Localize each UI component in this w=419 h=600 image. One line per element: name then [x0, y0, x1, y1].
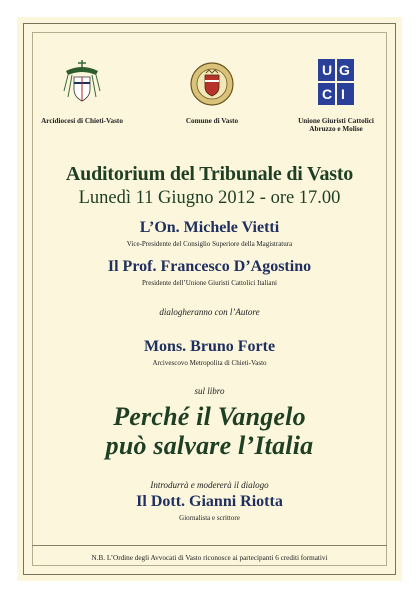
speaker-2-name: Il Prof. Francesco D’Agostino — [107, 258, 312, 275]
speaker-1-role: Vice-Presidente del Consiglio Superiore della Magistratura — [126, 240, 293, 248]
ugci-logo-icon — [316, 57, 356, 107]
ugci-label-line1: Unione Giuristi Cattolici — [298, 117, 374, 125]
footer-divider — [32, 545, 387, 546]
ugci-label-line2: Abruzzo e Molise — [309, 125, 363, 133]
moderator — [17, 493, 402, 522]
svg-text:U: U — [322, 62, 333, 78]
municipal-seal-icon — [189, 61, 235, 107]
svg-text:G: G — [339, 62, 350, 78]
speaker-1 — [17, 219, 402, 248]
book-title — [17, 402, 402, 460]
book-title-line2: può salvare l’Italia — [105, 431, 314, 460]
logo-label-comune: Comune di Vasto — [185, 117, 239, 125]
moderator-name: Il Dott. Gianni Riotta — [136, 493, 283, 510]
footer-note: N.B. L’Ordine degli Avvocati di Vasto riconosce ai partecipanti 6 crediti formativi — [91, 554, 328, 562]
logo-row — [17, 57, 402, 137]
speaker-2 — [17, 258, 402, 287]
venue-title: Auditorium del Tribunale di Vasto — [65, 163, 354, 185]
moderator-role: Giornalista e scrittore — [179, 514, 240, 522]
poster-sheet — [17, 17, 402, 581]
svg-text:I: I — [341, 86, 345, 102]
episcopal-coat-of-arms-icon — [60, 57, 104, 107]
logo-comune — [147, 57, 277, 125]
svg-text:C: C — [322, 86, 333, 102]
book-title-line1: Perché il Vangelo — [113, 402, 306, 431]
speaker-2-role: Presidente dell’Unione Giuristi Cattolici Italiani — [142, 279, 277, 287]
logo-archdiocese — [17, 57, 147, 125]
logo-ugci — [271, 57, 401, 133]
logo-label-archdiocese: Arcidiocesi di Chieti-Vasto — [41, 117, 123, 125]
logo-label-ugci — [271, 117, 401, 133]
speaker-1-name: L’On. Michele Vietti — [139, 219, 280, 236]
author — [17, 338, 402, 367]
author-role: Arcivescovo Metropolita di Chieti-Vasto — [152, 359, 267, 367]
book-intro: sul libro — [194, 386, 225, 396]
event-header — [17, 163, 402, 209]
author-name: Mons. Bruno Forte — [143, 338, 276, 355]
dialogue-note: dialogheranno con l’Autore — [159, 307, 260, 317]
event-date: Lunedì 11 Giugno 2012 - ore 17.00 — [78, 188, 341, 208]
moderator-intro: Introdurrà e modererà il dialogo — [150, 480, 269, 490]
